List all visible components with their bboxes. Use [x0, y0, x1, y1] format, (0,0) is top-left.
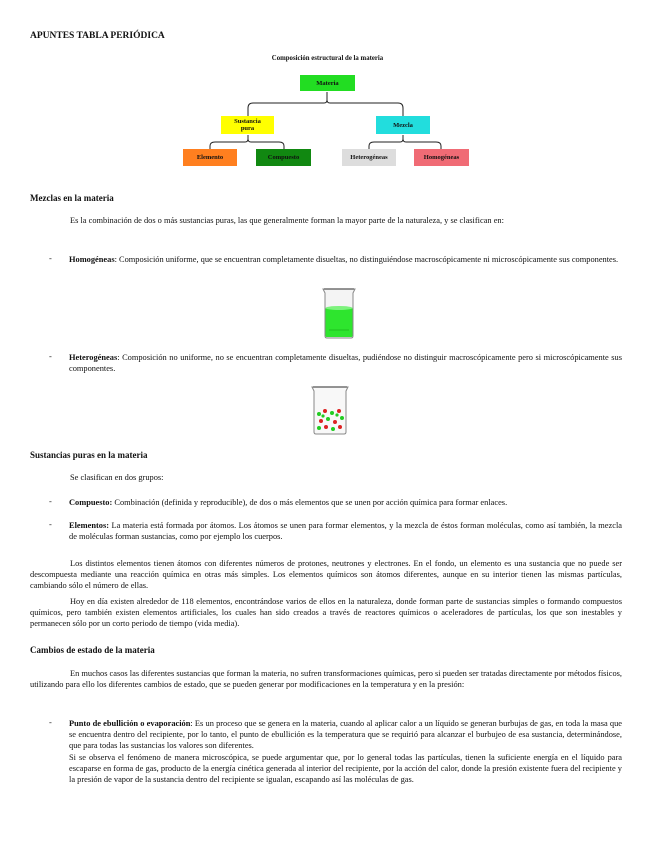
heading-sustancias-puras: Sustancias puras en la materia — [30, 450, 148, 460]
bullet-dash: - — [49, 352, 52, 361]
bullet-dash: - — [49, 497, 52, 506]
cambios-intro: En muchos casos las diferentes sustancias que forman la materia, no sufren transformaciones químicas, pero si pueden ser tratadas directamente por métodos físicos, utilizando para ello los diferentes cambios de estado, que se pueden generar por modificaciones en la temperatura y en la presión: — [30, 669, 622, 689]
node-mezcla: Mezcla — [376, 116, 430, 134]
cambios-item-ebullicion — [69, 718, 622, 751]
sustancias-paragraph-2: Hoy en día existen alrededor de 118 elementos, encontrándose varios de ellos en la naturaleza, donde forman parte de sustancias simples o formando compuestos químicos, pero también existen elementos artificiales, los cuales han sido creados a través de reactores químicos o aceleradores de partículas, los que son inestables y permanecen sólo por un corto periodo de tiempo (vida media). — [30, 597, 622, 628]
mezclas-item-heterogeneas — [69, 352, 622, 374]
term-ebullicion: Punto de ebullición o evaporación — [69, 719, 191, 728]
node-compuesto: Compuesto — [256, 149, 311, 166]
sustancias-item-compuesto — [69, 497, 622, 508]
term-heterogeneas: Heterogéneas — [69, 353, 118, 362]
sustancias-intro: Se clasifican en dos grupos: — [70, 473, 164, 482]
desc-heterogeneas: : Composición no uniforme, no se encuentran completamente disueltas, pudiéndose no distinguir macroscópicamente pero si microscópicamente sus componentes. — [69, 353, 622, 373]
term-elementos: Elementos: — [69, 521, 110, 530]
term-homogeneas: Homogéneas — [69, 255, 115, 264]
node-sustancia-pura: Sustancia pura — [221, 116, 274, 134]
heading-cambios-estado: Cambios de estado de la materia — [30, 645, 155, 655]
term-compuesto: Compuesto: — [69, 498, 113, 507]
beaker-heterogeneous-icon — [309, 384, 351, 436]
cambios-item-paragraph-2: Si se observa el fenómeno de manera microscópica, se puede argumentar que, por lo general todas las partículas, tienen la suficiente energía en el líquido para escaparse en forma de gas, producto de la energía cinética generada al interior del recipiente, por la acción del calor, donde la presión existente fuera del recipiente y la presión de vapor de la sustancia dentro del recipiente se igualan, escapando así las moléculas de gas. — [69, 753, 622, 784]
node-elemento: Elemento — [183, 149, 237, 166]
heading-mezclas: Mezclas en la materia — [30, 193, 114, 203]
node-materia: Materia — [300, 75, 355, 91]
desc-elementos: La materia está formada por átomos. Los átomos se unen para formar elementos, y la mezcla de éstos forman moléculas, como así también, la mezcla de moléculas forman sustancias, como por ejemplo los cuerpos. — [69, 521, 622, 541]
beaker-homogeneous-icon — [319, 286, 359, 340]
desc-ebullicion: : Es un proceso que se genera en la materia, cuando al aplicar calor a un líquido se generan burbujas de gas, en toda la masa que se encuentra dentro del recipiente, por lo tanto, el punto de ebullición es la temperatura que se requirió para alcanzar el burbujeo de esa sustancia, determinándose, que para todas las sustancias los valores son diferentes. — [69, 719, 622, 750]
bullet-dash: - — [49, 520, 52, 529]
desc-compuesto: Combinación (definida y reproducible), de dos o más elementos que se unen por acción química para formar enlaces. — [112, 498, 508, 507]
node-homogeneas: Homogéneas — [414, 149, 469, 166]
page-title: APUNTES TABLA PERIÓDICA — [30, 31, 165, 41]
node-heterogeneas: Heterogéneas — [342, 149, 396, 166]
desc-homogeneas: : Composición uniforme, que se encuentran completamente disueltas, no distinguiéndose macroscópicamente ni microscópicamente sus componentes. — [114, 255, 619, 264]
bullet-dash: - — [49, 718, 52, 727]
mezclas-intro: Es la combinación de dos o más sustancias puras, las que generalmente forman la mayor parte de la naturaleza, y se clasifican en: — [70, 216, 504, 225]
mezclas-item-homogeneas — [69, 254, 622, 265]
sustancias-paragraph-1: Los distintos elementos tienen átomos con diferentes números de protones, neutrones y electrones. En el fondo, un elemento es una sustancia que no puede ser descompuesta mediante una reacción química en otras más simples. Los elementos químicos son átomos diferentes, aunque en su interior tienen las mismas partículas, cambiando sólo el número de ellas. — [30, 559, 622, 590]
diagram-title: Composición estructural de la materia — [271, 55, 384, 62]
bullet-dash: - — [49, 254, 52, 263]
sustancias-item-elementos — [69, 520, 622, 542]
